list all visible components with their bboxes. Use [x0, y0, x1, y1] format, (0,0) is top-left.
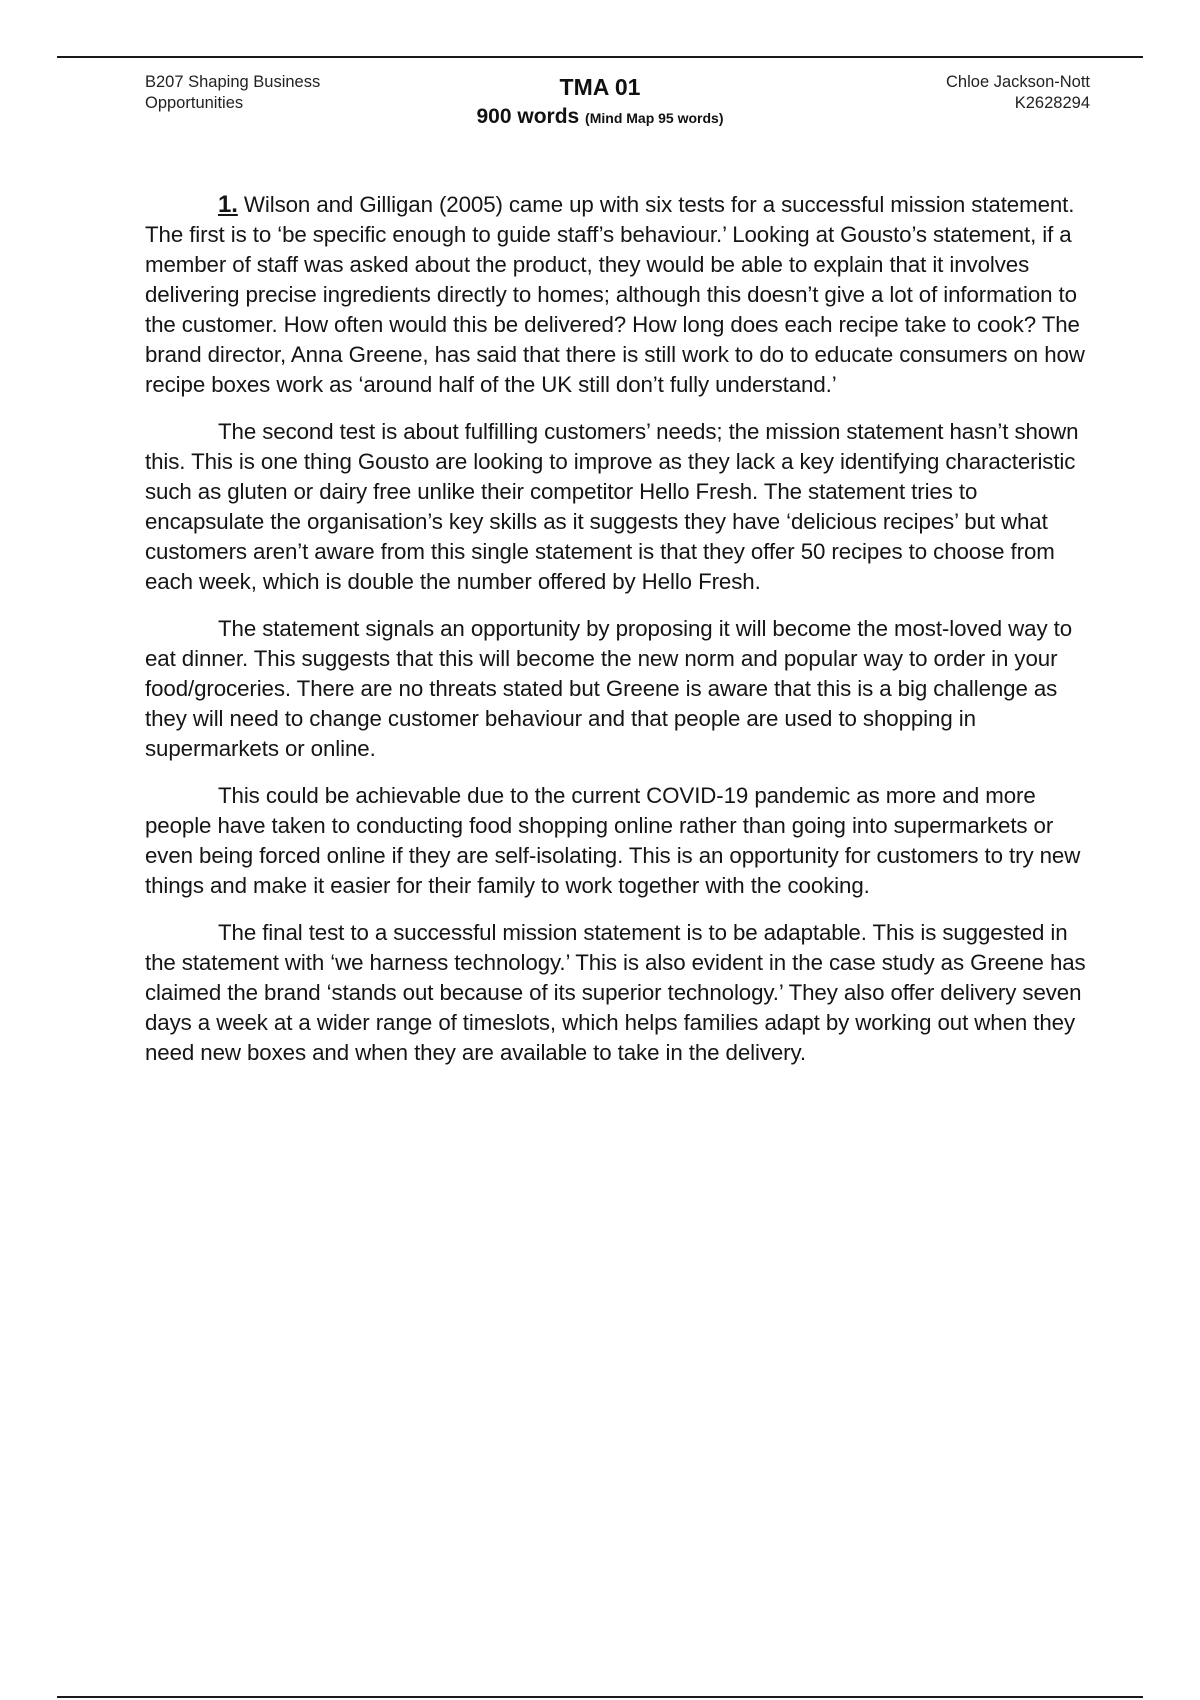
paragraph-1-text: Wilson and Gilligan (2005) came up with six tests for a successful mission statement. The first is to ‘be specific enough to guide staff’s behaviour.’ Looking at Gousto’s statement, if a member of staff was asked about the product, they would be able to explain that it involves delivering precise ingredients directly to homes; although this doesn’t give a lot of information to the customer. How often would this be delivered? How long does each recipe take to cook? The brand director, Anna Greene, has said that there is still work to do to educate consumers on how recipe boxes work as ‘around half of the UK still don’t fully understand.’	[145, 192, 1085, 397]
header-rule	[57, 56, 1143, 58]
course-title-line2: Opportunities	[145, 94, 244, 112]
paragraph-1	[145, 190, 1090, 400]
document-title: TMA 01	[559, 74, 641, 100]
course-title	[145, 72, 405, 114]
document-heading	[400, 72, 800, 133]
student-id: K2628294	[1014, 94, 1090, 112]
mind-map-word-count: (Mind Map 95 words)	[585, 110, 724, 126]
course-title-line1: B207 Shaping Business	[145, 73, 321, 91]
paragraph-5: The final test to a successful mission statement is to be adaptable. This is suggested in the statement with ‘we harness technology.’ This is also evident in the case study as Greene has claimed the brand ‘stands out because of its superior technology.’ They also offer delivery seven days a week at a wider range of timeslots, which helps families adapt by working out when they need new boxes and when they are available to take in the delivery.	[145, 920, 1086, 1065]
paragraph-2: The second test is about fulfilling customers’ needs; the mission statement hasn’t shown this. This is one thing Gousto are looking to improve as they lack a key identifying characteristic such as gluten or dairy free unlike their competitor Hello Fresh. The statement tries to encapsulate the organisation’s key skills as it suggests they have ‘delicious recipes’ but what customers aren’t aware from this single statement is that they offer 50 recipes to choose from each week, which is double the number offered by Hello Fresh.	[145, 419, 1079, 594]
footer-rule	[57, 1696, 1143, 1698]
word-count-line	[400, 102, 800, 133]
question-number: 1.	[218, 191, 238, 218]
author-block	[830, 72, 1090, 114]
word-count: 900 words	[476, 105, 580, 128]
paragraph-4: This could be achievable due to the current COVID-19 pandemic as more and more people have taken to conducting food shopping online rather than going into supermarkets or even being forced online if they are self-isolating. This is an opportunity for customers to try new things and make it easier for their family to work together with the cooking.	[145, 783, 1081, 898]
author-name: Chloe Jackson-Nott	[946, 73, 1090, 91]
essay-body	[145, 190, 1090, 1085]
paragraph-3: The statement signals an opportunity by proposing it will become the most-loved way to eat dinner. This suggests that this will become the new norm and popular way to order in your food/groceries. There are no threats stated but Greene is aware that this is a big challenge as they will need to change customer behaviour and that people are used to shopping in supermarkets or online.	[145, 616, 1072, 761]
